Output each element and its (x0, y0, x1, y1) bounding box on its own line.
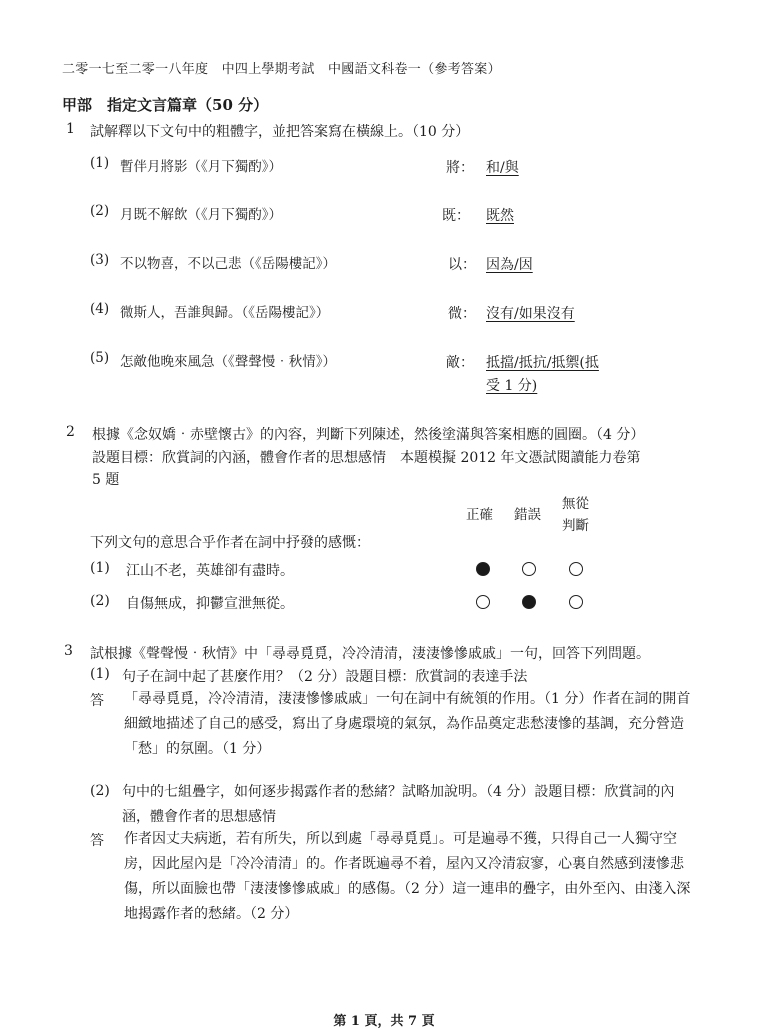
column-header-undeterminable: 無從 (562, 496, 589, 512)
item-sentence: 月既不解飲（《月下獨酌》） (120, 207, 282, 223)
column-header-false: 錯誤 (514, 507, 541, 523)
item-number: (2) (90, 203, 110, 219)
row-statement: 江山不老，英雄卻有盡時。 (126, 563, 294, 579)
question-3-prompt: 試根據《聲聲慢‧秋情》中「尋尋覓覓，冷冷清清，淒淒慘慘戚戚」一句，回答下列問題。 (90, 646, 650, 662)
page-footer: 第 1 頁，共 7 頁 (333, 1014, 435, 1029)
answer-label: 答 (90, 693, 104, 709)
row-number: (1) (90, 560, 110, 576)
question-3-number: 3 (64, 643, 73, 659)
item-answer: 既然 (486, 208, 514, 224)
item-number: (1) (90, 155, 110, 171)
question-2-prompt: 根據《念奴嬌‧赤壁懷古》的內容，判斷下列陳述，然後塗滿與答案相應的圓圈。（4 分） (92, 427, 645, 443)
section-title: 甲部 指定文言篇章（50 分） (62, 96, 269, 114)
item-number: (3) (90, 252, 110, 268)
column-header-true: 正確 (466, 507, 493, 523)
sub-question-text: 句中的七組疊字，如何逐步揭露作者的愁緒？試略加說明。（4 分）設題目標：欣賞詞的內涵，體會作者的思想感情 (122, 784, 675, 825)
question-1-number: 1 (66, 121, 75, 137)
sub-question-answer: 作者因丈夫病逝，若有所失，所以到處「尋尋覓覓」。可是遍尋不獲，只得自己一人獨守空房，因此屋內是「冷冷清清」的。作者既遍尋不着，屋內又冷清寂寥，心裏自然感到淒慘悲傷，所以面臉也帶「淒淒慘慘戚戚」的感傷。（2 分）這一連串的疊字，由外至內、由淺入深地揭露作者的愁緒。（2 分） (124, 831, 691, 922)
item-number: (4) (90, 301, 110, 317)
item-sentence: 暫伴月將影（《月下獨酌》） (120, 159, 282, 175)
item-answer: 沒有/如果沒有 (486, 306, 575, 322)
answer-bubble-true[interactable] (476, 595, 490, 609)
answer-bubble-undeterminable[interactable] (569, 562, 583, 576)
item-target-char: 既： (442, 208, 470, 224)
row-number: (2) (90, 593, 110, 609)
item-target-char: 將： (446, 160, 474, 176)
column-header-undeterminable-2: 判斷 (562, 518, 589, 534)
sub-question-number: (2) (90, 783, 110, 799)
item-target-char: 敵： (446, 355, 474, 371)
question-2-stem: 下列文句的意思合乎作者在詞中抒發的感慨： (90, 535, 370, 551)
answer-bubble-true[interactable] (476, 562, 490, 576)
page-header: 二零一七至二零一八年度 中四上學期考試 中國語文科卷一（參考答案） (62, 62, 501, 77)
answer-label: 答 (90, 833, 104, 849)
answer-bubble-undeterminable[interactable] (569, 595, 583, 609)
item-sentence: 微斯人，吾誰與歸。（《岳陽樓記》） (120, 305, 330, 321)
item-sentence: 怎敵他晚來風急（《聲聲慢‧秋情》） (120, 354, 336, 370)
answer-bubble-false[interactable] (522, 562, 536, 576)
item-answer: 抵擋/抵抗/抵禦(抵 (486, 355, 599, 371)
row-statement: 自傷無成，抑鬱宣泄無從。 (126, 596, 294, 612)
question-1-prompt: 試解釋以下文句中的粗體字，並把答案寫在橫線上。（10 分） (90, 124, 470, 140)
sub-question-answer: 「尋尋覓覓，冷冷清清，淒淒慘慘戚戚」一句在詞中有統領的作用。（1 分）作者在詞的開首細緻地描述了自己的感受，寫出了身處環境的氣氛，為作品奠定悲愁淒慘的基調，充分營造「愁」的氛圍。（1 分） (124, 691, 691, 757)
sub-question-text: 句子在詞中起了甚麼作用？（2 分）設題目標：欣賞詞的表達手法 (122, 669, 528, 685)
item-target-char: 以： (448, 257, 476, 273)
answer-bubble-false[interactable] (522, 595, 536, 609)
item-sentence: 不以物喜，不以己悲（《岳陽樓記》） (120, 256, 336, 272)
item-number: (5) (90, 350, 110, 366)
question-2-number: 2 (66, 424, 75, 440)
sub-question-number: (1) (90, 666, 110, 682)
item-target-char: 微： (448, 306, 476, 322)
question-2-objective: 設題目標：欣賞詞的內涵，體會作者的思想感情 本題模擬 2012 年文憑試閱讀能力卷第 (92, 450, 641, 466)
question-2-objective-cont: 5 題 (92, 472, 120, 488)
item-answer-continued: 受 1 分) (486, 378, 538, 394)
item-answer: 和/與 (486, 160, 519, 176)
item-answer: 因為/因 (486, 257, 533, 273)
